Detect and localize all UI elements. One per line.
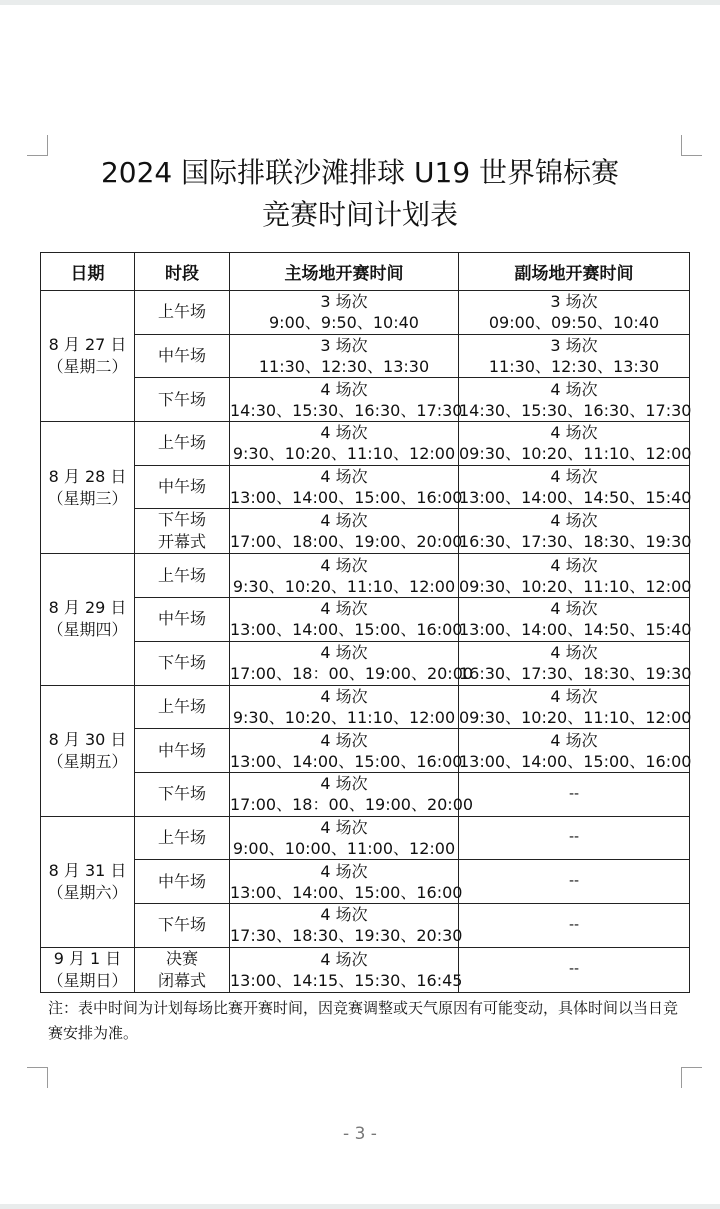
table-row xyxy=(41,422,690,466)
main-court-cell xyxy=(230,641,474,685)
table-row xyxy=(41,334,690,378)
sub-court-cell xyxy=(459,860,690,904)
period-label: 中午场 xyxy=(157,740,206,760)
main-court-cell xyxy=(230,465,463,509)
empty-marker: -- xyxy=(568,785,580,802)
weekday-text: （星期日） xyxy=(47,970,128,990)
match-times: 13:00、14:00、14:50、15:40 xyxy=(459,488,692,508)
period-cell xyxy=(135,554,230,598)
period-cell xyxy=(135,685,230,729)
main-court-cell xyxy=(230,422,459,466)
match-count: 4 场次 xyxy=(320,949,368,969)
header-main-court: 主场地开赛时间 xyxy=(230,253,459,291)
period-cell xyxy=(135,903,230,947)
match-times: 9:00、10:00、11:00、12:00 xyxy=(232,838,456,858)
table-row xyxy=(41,291,690,335)
crop-mark-bottom-right xyxy=(681,1067,702,1088)
weekday-text: （星期三） xyxy=(47,488,128,508)
table-row xyxy=(41,685,690,729)
match-count: 4 场次 xyxy=(320,861,368,881)
match-count: 3 场次 xyxy=(320,336,368,356)
period-cell xyxy=(135,509,230,554)
empty-marker: -- xyxy=(568,916,580,933)
main-court-cell xyxy=(230,685,459,729)
header-sub-court: 副场地开赛时间 xyxy=(459,253,690,291)
match-times: 09:30、10:20、11:10、12:00 xyxy=(459,444,692,464)
match-times: 17:30、18:30、19:30、20:30 xyxy=(230,926,463,946)
match-count: 4 场次 xyxy=(320,555,368,575)
match-times: 11:30、12:30、13:30 xyxy=(258,357,430,377)
period-cell xyxy=(135,291,230,335)
period-label: 闭幕式 xyxy=(157,970,206,990)
table-header-row xyxy=(41,253,690,291)
main-court-cell xyxy=(230,772,474,816)
main-court-cell xyxy=(230,378,463,422)
date-cell xyxy=(41,291,135,422)
match-count: 4 场次 xyxy=(320,817,368,837)
match-times: 14:30、15:30、16:30、17:30 xyxy=(459,400,692,420)
sub-court-cell xyxy=(459,554,690,598)
period-cell xyxy=(135,465,230,509)
sub-court-cell xyxy=(459,903,690,947)
weekday-text: （星期六） xyxy=(47,882,128,902)
date-text: 8 月 29 日 xyxy=(48,598,127,618)
document-title: 2024 国际排联沙滩排球 U19 世界锦标赛 xyxy=(100,156,620,189)
match-count: 4 场次 xyxy=(550,467,598,487)
match-times: 09:00、09:50、10:40 xyxy=(488,313,660,333)
sub-court-cell xyxy=(459,465,690,509)
match-count: 4 场次 xyxy=(550,379,598,399)
period-label: 下午场 xyxy=(157,784,206,804)
main-court-cell xyxy=(230,729,463,773)
sub-court-cell xyxy=(459,291,690,335)
match-times: 13:00、14:00、15:00、16:00 xyxy=(230,882,463,902)
match-times: 13:00、14:15、15:30、16:45 xyxy=(230,970,463,990)
date-cell xyxy=(41,947,135,992)
period-label: 下午场 xyxy=(157,915,206,935)
match-count: 4 场次 xyxy=(320,379,368,399)
table-row xyxy=(41,772,690,816)
table-row xyxy=(41,554,690,598)
period-label: 下午场 xyxy=(157,389,206,409)
match-times: 13:00、14:00、15:00、16:00 xyxy=(230,620,463,640)
period-label: 开幕式 xyxy=(157,532,206,552)
period-label: 中午场 xyxy=(157,346,206,366)
match-times: 17:00、18：00、19:00、20:00 xyxy=(230,664,474,684)
match-times: 9:30、10:20、11:10、12:00 xyxy=(232,576,456,596)
main-court-cell xyxy=(230,947,463,992)
match-count: 3 场次 xyxy=(320,292,368,312)
match-count: 3 场次 xyxy=(550,336,598,356)
match-count: 4 场次 xyxy=(320,423,368,443)
match-count: 4 场次 xyxy=(550,511,598,531)
match-times: 16:30、17:30、18:30、19:30 xyxy=(459,532,692,552)
match-times: 9:30、10:20、11:10、12:00 xyxy=(232,444,456,464)
crop-mark-bottom-left xyxy=(27,1067,48,1088)
sub-court-cell xyxy=(459,685,690,729)
match-count: 4 场次 xyxy=(550,730,598,750)
period-label: 中午场 xyxy=(157,609,206,629)
main-court-cell xyxy=(230,860,463,904)
period-cell xyxy=(135,334,230,378)
sub-court-cell xyxy=(459,729,690,773)
main-court-cell xyxy=(230,509,463,554)
sub-court-cell xyxy=(459,816,690,860)
period-cell xyxy=(135,598,230,642)
date-text: 8 月 27 日 xyxy=(48,335,127,355)
period-cell xyxy=(135,860,230,904)
header-date: 日期 xyxy=(41,253,135,291)
period-cell xyxy=(135,816,230,860)
period-label: 上午场 xyxy=(157,565,206,585)
sub-court-cell xyxy=(459,598,690,642)
date-text: 8 月 31 日 xyxy=(48,860,127,880)
match-count: 4 场次 xyxy=(320,730,368,750)
match-count: 4 场次 xyxy=(320,511,368,531)
empty-marker: -- xyxy=(568,829,580,846)
match-times: 14:30、15:30、16:30、17:30 xyxy=(230,400,463,420)
period-label: 决赛 xyxy=(165,948,198,968)
sub-court-cell xyxy=(459,772,690,816)
main-court-cell xyxy=(230,334,459,378)
period-cell xyxy=(135,729,230,773)
date-cell xyxy=(41,816,135,947)
match-count: 4 场次 xyxy=(550,686,598,706)
date-text: 8 月 28 日 xyxy=(48,466,127,486)
main-court-cell xyxy=(230,816,459,860)
match-times: 13:00、14:00、14:50、15:40 xyxy=(459,620,692,640)
main-court-cell xyxy=(230,598,463,642)
period-cell xyxy=(135,378,230,422)
match-times: 13:00、14:00、15:00、16:00 xyxy=(230,488,463,508)
match-count: 4 场次 xyxy=(320,905,368,925)
match-count: 4 场次 xyxy=(320,686,368,706)
period-label: 上午场 xyxy=(157,433,206,453)
date-text: 8 月 30 日 xyxy=(48,729,127,749)
weekday-text: （星期五） xyxy=(47,751,128,771)
match-count: 4 场次 xyxy=(550,643,598,663)
match-count: 4 场次 xyxy=(550,555,598,575)
period-label: 上午场 xyxy=(157,696,206,716)
date-text: 9 月 1 日 xyxy=(53,948,122,968)
footnote: 注：表中时间为计划每场比赛开赛时间，因竞赛调整或天气原因有可能变动，具体时间以当日竞赛安排为准。 xyxy=(48,999,679,1042)
match-times: 16:30、17:30、18:30、19:30 xyxy=(459,664,692,684)
match-times: 9:30、10:20、11:10、12:00 xyxy=(232,707,456,727)
sub-court-cell xyxy=(459,509,690,554)
period-label: 上午场 xyxy=(157,827,206,847)
match-count: 4 场次 xyxy=(320,643,368,663)
period-cell xyxy=(135,641,230,685)
period-label: 中午场 xyxy=(157,477,206,497)
date-cell xyxy=(41,685,135,816)
document-subtitle: 竞赛时间计划表 xyxy=(261,198,458,231)
table-row xyxy=(41,816,690,860)
main-court-cell xyxy=(230,554,459,598)
match-times: 9:00、9:50、10:40 xyxy=(269,313,419,333)
table-row xyxy=(41,378,690,422)
period-label: 下午场 xyxy=(157,653,206,673)
match-times: 09:30、10:20、11:10、12:00 xyxy=(459,707,692,727)
weekday-text: （星期二） xyxy=(47,357,128,377)
period-label: 下午场 xyxy=(157,510,206,530)
match-count: 4 场次 xyxy=(320,467,368,487)
match-count: 4 场次 xyxy=(320,774,368,794)
match-count: 4 场次 xyxy=(550,423,598,443)
main-court-cell xyxy=(230,291,459,335)
empty-marker: -- xyxy=(568,873,580,890)
empty-marker: -- xyxy=(568,961,580,978)
crop-mark-top-left xyxy=(27,135,48,156)
match-times: 13:00、14:00、15:00、16:00 xyxy=(230,751,463,771)
table-row xyxy=(41,465,690,509)
sub-court-cell xyxy=(459,947,690,992)
match-times: 17:00、18：00、19:00、20:00 xyxy=(230,795,474,815)
table-row xyxy=(41,509,690,554)
sub-court-cell xyxy=(459,641,690,685)
sub-court-cell xyxy=(459,422,690,466)
sub-court-cell xyxy=(459,378,690,422)
match-times: 11:30、12:30、13:30 xyxy=(488,357,660,377)
period-label: 上午场 xyxy=(157,302,206,322)
match-times: 17:00、18:00、19:00、20:00 xyxy=(230,532,463,552)
table-row xyxy=(41,947,690,992)
table-row xyxy=(41,641,690,685)
table-row xyxy=(41,860,690,904)
weekday-text: （星期四） xyxy=(47,620,128,640)
match-count: 3 场次 xyxy=(550,292,598,312)
match-count: 4 场次 xyxy=(550,599,598,619)
schedule-table xyxy=(40,252,690,993)
table-row xyxy=(41,903,690,947)
date-cell xyxy=(41,422,135,554)
period-cell xyxy=(135,947,230,992)
table-row xyxy=(41,598,690,642)
page-number: - 3 - xyxy=(343,1124,377,1144)
match-count: 4 场次 xyxy=(320,599,368,619)
table-row xyxy=(41,729,690,773)
match-times: 13:00、14:00、15:00、16:00 xyxy=(459,751,692,771)
period-cell xyxy=(135,772,230,816)
period-label: 中午场 xyxy=(157,871,206,891)
main-court-cell xyxy=(230,903,463,947)
date-cell xyxy=(41,554,135,685)
sub-court-cell xyxy=(459,334,690,378)
match-times: 09:30、10:20、11:10、12:00 xyxy=(459,576,692,596)
header-period: 时段 xyxy=(135,253,230,291)
period-cell xyxy=(135,422,230,466)
crop-mark-top-right xyxy=(681,135,702,156)
schedule-body xyxy=(41,291,690,993)
